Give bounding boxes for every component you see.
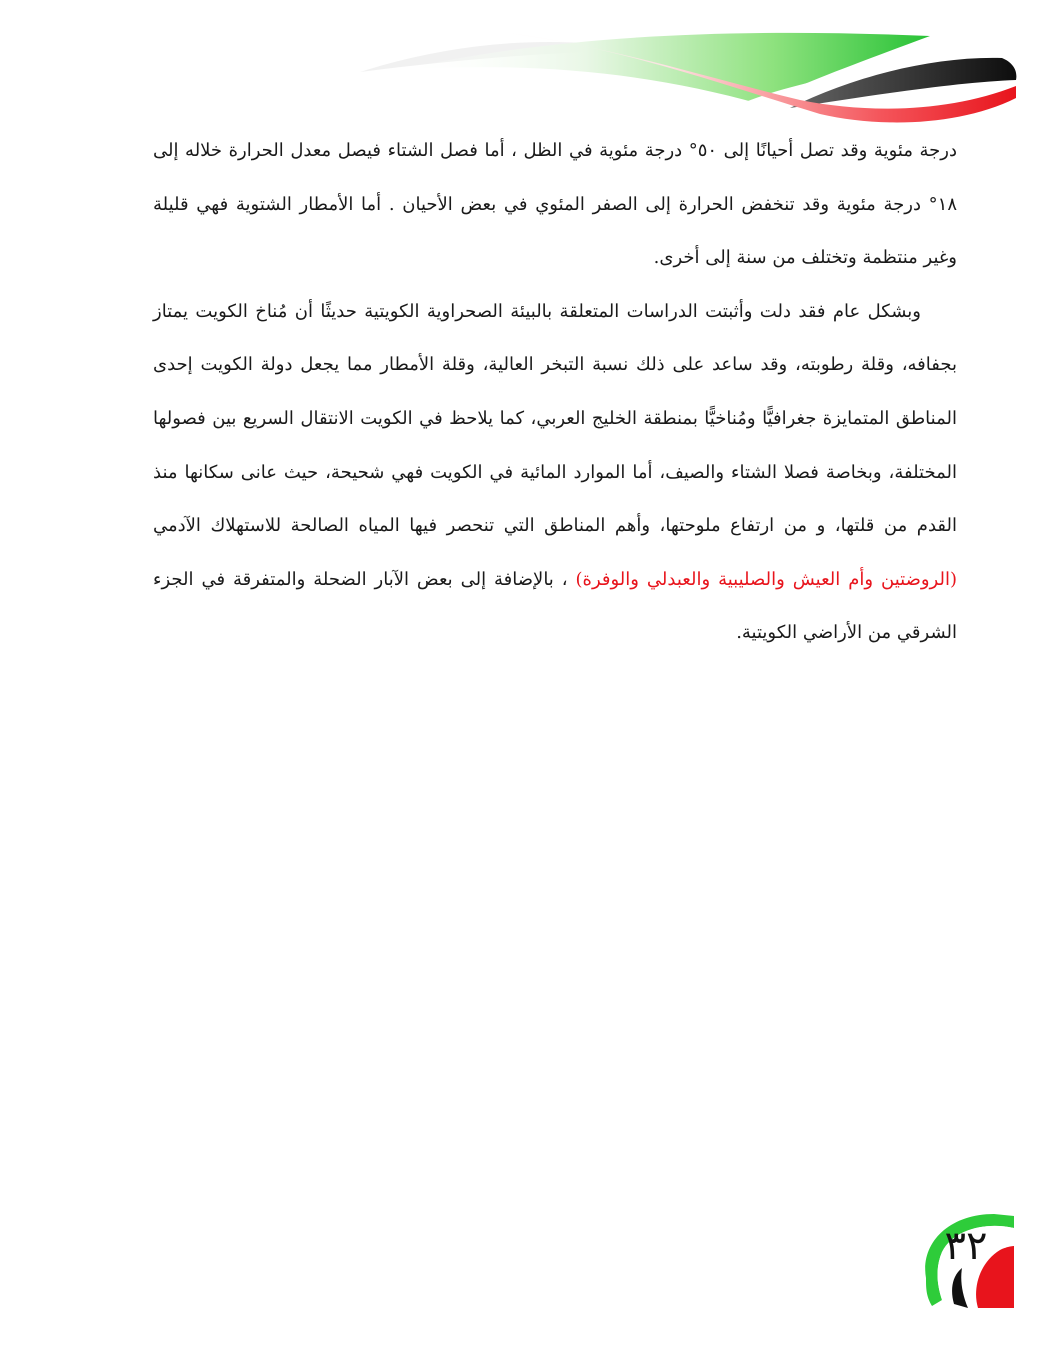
paragraph: درجة مئوية وقد تصل أحيانًا إلى ٥٠° درجة مئوية في الظل ، أما فصل الشتاء فيصل معدل الحرارة خلاله إلى ١٨° درجة مئوية وقد تنخفض الحرارة إلى الصفر المئوي في بعض الأحيان . أما الأمطار الشتوية فهي قليلة وغير منتظمة وتختلف من سنة إلى أخرى. (153, 140, 958, 269)
highlighted-locations: (الروضتين وأم العيش والصليبية والعبدلي والوفرة) (575, 568, 957, 590)
paragraph-text: ، بالإضافة إلى بعض الآبار الضحلة والمتفرقة في الجزء الشرقي من الأراضي الكويتية. (153, 568, 957, 644)
kuwait-flag-ribbon-icon (0, 0, 1062, 140)
paragraph-text: وبشكل عام فقد دلت وأثبتت الدراسات المتعلقة بالبيئة الصحراوية الكويتية حديثًا أن مُناخ الكويت يمتاز بجفافه، وقلة رطوبته، وقد ساعد على ذلك نسبة التبخر العالية، وقلة الأمطار مما يجعل دولة الكويت إحدى المناطق المتمايزة جغرافيًّا ومُناخيًّا بمنطقة الخليج العربي، كما يلاحظ في الكويت الانتقال السريع بين فصولها المختلفة، وبخاصة فصلا الشتاء والصيف، أما الموارد المائية في الكويت فهي شحيحة، حيث عانى سكانها منذ القدم من قلتها، و من ارتفاع ملوحتها، وأهم المناطق التي تنحصر فيها المياه الصالحة للاستهلاك الآدمي (153, 300, 957, 537)
body-text (153, 124, 957, 660)
page-number: ٣٢ (944, 1223, 988, 1269)
paragraph (153, 285, 957, 660)
